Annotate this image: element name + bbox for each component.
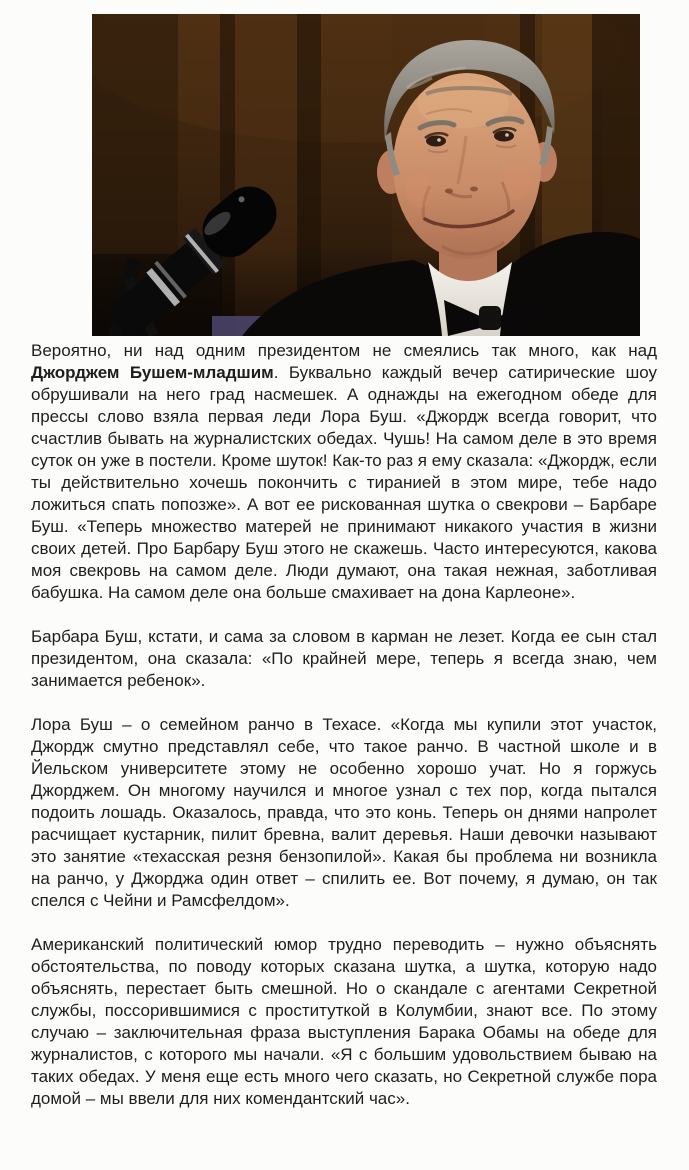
- bush-name-bold: Джорджем Бушем-младшим: [31, 363, 274, 382]
- paragraph-bush-laughed-at: [31, 340, 657, 604]
- paragraph-laura-bush-ranch: Лора Буш – о семейном ранчо в Техасе. «Когда мы купили этот участок, Джордж смутно представлял себе, что такое ранчо. В частной школе и в Йельском университете этому не особенно хорошо учат. Но я горжусь Джорджем. Он многому научился и многое узнал с тех пор, когда пытался подоить лошадь. Оказалось, правда, что это конь. Теперь он днями напролет расчищает кустарник, пилит бревна, валит деревья. Наши девочки называют это занятие «техасская резня бензопилой». Какая бы проблема ни возникла на ранчо, у Джорджа один ответ – спилить ее. Вот почему, я думаю, он так спелся с Чейни и Рамсфелдом».: [31, 715, 657, 910]
- paragraph-barbara-bush: Барбара Буш, кстати, и сама за словом в карман не лезет. Когда ее сын стал президентом, она сказала: «По крайней мере, теперь я всегда знаю, чем занимается ребенок».: [31, 627, 657, 690]
- article-body: [31, 340, 657, 1132]
- paragraph-american-humor: Американский политический юмор трудно переводить – нужно объяснять обстоятельства, по поводу которых сказана шутка, а шутка, которую надо объяснять, перестает быть смешной. Но о скандале с агентами Секретной службы, поссорившимися с проституткой в Колумбии, знают все. По этому случаю – заключительная фраза выступления Барака Обамы на обеде для журналистов, с которого мы начали. «Я с большим удовольствием бываю на таких обедах. У меня еще есть много чего сказать, но Секретной службе пора домой – мы ввели для них комендантский час».: [31, 935, 657, 1108]
- bush-photo-illustration: [92, 14, 640, 336]
- paragraph-text: . Буквально каждый вечер сатирические шоу обрушивали на него град насмешек. А однажды на ежегодном обеде для прессы слово взяла первая леди Лора Буш. «Джордж всегда говорит, что счастлив бывать на журналистских обедах. Чушь! На самом деле в это время суток он уже в постели. Кроме шуток! Как-то раз я ему сказала: «Джордж, если ты действительно хочешь покончить с тиранией в этом мире, тебе надо ложиться спать попозже». А вот ее рискованная шутка о свекрови – Барбаре Буш. «Теперь множество матерей не принимают никакого участия в жизни своих детей. Про Барбару Буш этого не скажешь. Часто интересуются, какова моя свекровь на самом деле. Люди думают, она такая нежная, заботливая бабушка. На самом деле она больше смахивает на дона Карлеоне».: [31, 363, 657, 602]
- bush-photo: [92, 14, 640, 336]
- paragraph-text: Вероятно, ни над одним президентом не смеялись так много, как над: [31, 341, 657, 360]
